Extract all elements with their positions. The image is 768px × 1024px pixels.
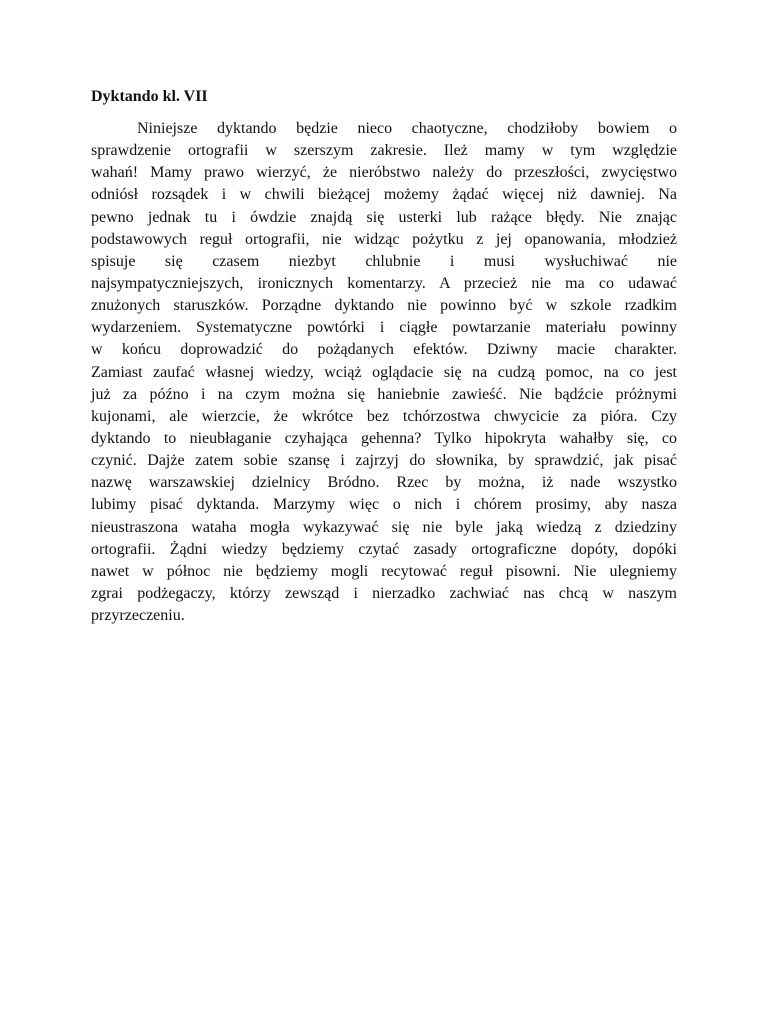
paragraph-line: w końcu doprowadzić do pożądanych efektów. Dziwny macie charakter. bbox=[91, 341, 677, 359]
paragraph-line: podstawowych reguł ortografii, nie widząc pożytku z jej opanowania, młodzież bbox=[91, 230, 677, 248]
dictation-paragraph bbox=[91, 118, 677, 627]
paragraph-line: wydarzeniem. Systematyczne powtórki i ciągłe powtarzanie materiału powinny bbox=[91, 319, 677, 337]
paragraph-line: Niniejsze dyktando będzie nieco chaotyczne, chodziłoby bowiem o bbox=[137, 120, 677, 137]
paragraph-line: najsympatyczniejszych, ironicznych komentarzy. A przecież nie ma co udawać bbox=[91, 274, 677, 292]
paragraph-line: nazwę warszawskiej dzielnicy Bródno. Rzec by można, iż nade wszystko bbox=[91, 474, 677, 492]
document-content bbox=[91, 86, 677, 627]
paragraph-line: nieustraszona wataha mogła wykazywać się nie byle jaką wiedzą z dziedziny bbox=[91, 518, 677, 536]
paragraph-line: przyrzeczeniu. bbox=[91, 607, 185, 625]
paragraph-line: znużonych staruszków. Porządne dyktando nie powinno być w szkole rzadkim bbox=[91, 297, 677, 315]
paragraph-line: Zamiast zaufać własnej wiedzy, wciąż oglądacie się na cudzą pomoc, na co jest bbox=[91, 363, 677, 381]
paragraph-line: nawet w północ nie będziemy mogli recytować reguł pisowni. Nie ulegniemy bbox=[91, 562, 677, 580]
paragraph-line: już za późno i na czym można się haniebnie zawieść. Nie bądźcie próżnymi bbox=[91, 385, 677, 403]
paragraph-line: spisuje się czasem niezbyt chlubnie i musi wysłuchiwać nie bbox=[91, 252, 677, 270]
paragraph-line: czynić. Dajże zatem sobie szansę i zajrzyj do słownika, by sprawdzić, jak pisać bbox=[91, 452, 677, 470]
paragraph-line: ortografii. Żądni wiedzy będziemy czytać zasady ortograficzne dopóty, dopóki bbox=[91, 540, 677, 558]
paragraph-line: kujonami, ale wierzcie, że wkrótce bez tchórzostwa chwycicie za pióra. Czy bbox=[91, 407, 677, 425]
paragraph-line: lubimy pisać dyktanda. Marzymy więc o nich i chórem prosimy, aby nasza bbox=[91, 496, 677, 514]
paragraph-line: dyktando to nieubłaganie czyhająca gehenna? Tylko hipokryta wahałby się, co bbox=[91, 429, 677, 447]
document-title: Dyktando kl. VII bbox=[91, 88, 208, 105]
paragraph-line: wahań! Mamy prawo wierzyć, że nieróbstwo należy do przeszłości, zwycięstwo bbox=[91, 164, 677, 182]
paragraph-line: odniósł rozsądek i w chwili bieżącej możemy żądać więcej niż dawniej. Na bbox=[91, 186, 677, 204]
paragraph-line: pewno jednak tu i ówdzie znajdą się usterki lub rażące błędy. Nie znając bbox=[91, 208, 677, 226]
paragraph-line: sprawdzenie ortografii w szerszym zakresie. Ileż mamy w tym względzie bbox=[91, 142, 677, 160]
paragraph-line: zgrai podżegaczy, którzy zewsząd i nierzadko zachwiać nas chcą w naszym bbox=[91, 584, 677, 602]
